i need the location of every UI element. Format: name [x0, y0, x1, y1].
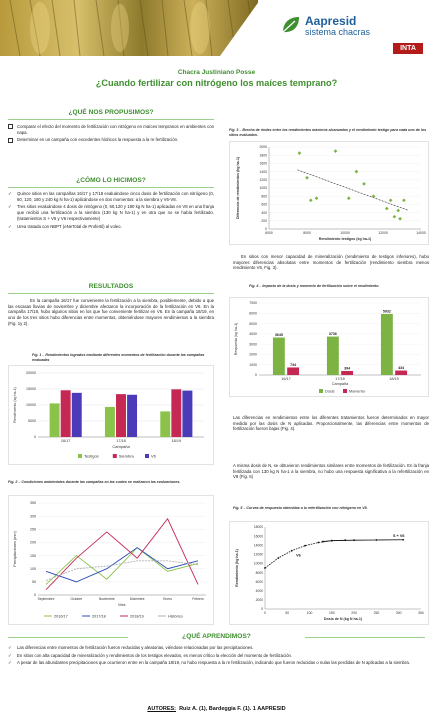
proposal-item: Determinar en un campaña con excedentes hídricos la respuesta a la re fertilización. — [8, 137, 214, 143]
bar — [50, 403, 60, 437]
y-tick-label: 1400 — [259, 169, 267, 174]
results-divider — [8, 293, 214, 294]
data-point — [376, 539, 378, 541]
legend-label: 2016/17 — [54, 614, 68, 619]
y-tick-label: 6000 — [255, 579, 263, 584]
y-tick-label: 7000 — [249, 301, 257, 306]
fig2-chart — [8, 495, 214, 625]
y-axis-label: Respuesta (kg ha-1) — [234, 322, 238, 356]
learned-divider-left — [8, 637, 128, 638]
legend-swatch — [343, 389, 347, 393]
y-tick-label: 2000 — [255, 598, 263, 603]
x-tick-label: Febrero — [192, 597, 204, 601]
x-tick-label: 50 — [285, 611, 290, 615]
authors-label: AUTORES: — [147, 706, 176, 712]
x-tick-label: 200 — [351, 611, 357, 615]
check-icon: ✓ — [8, 660, 12, 666]
square-bullet-icon — [8, 124, 13, 129]
check-icon: ✓ — [8, 645, 12, 650]
y-tick-label: 250 — [30, 527, 36, 532]
fig1-caption: Fig. 1 – Rendimientos logrados mediante diferentes momentos de fertilización durante las campañas evaluadas — [32, 353, 205, 362]
bar — [72, 393, 82, 437]
fig4-caption: Fig. 4 – Impacto de la dosis y momento de fertilización sobre el rendimiento. — [249, 284, 380, 288]
y-axis-label: Precipitaciones (mm) — [13, 531, 17, 567]
y-tick-label: 6000 — [249, 311, 257, 316]
y-tick-label: 14000 — [253, 543, 263, 548]
y-tick-label: 300 — [30, 514, 36, 519]
legend-label: Dosis — [325, 389, 335, 394]
methods-heading: ¿CÓMO LO HICIMOS? — [76, 177, 146, 184]
data-point — [331, 540, 333, 542]
series-label: V6 — [296, 553, 301, 558]
y-tick-label: 16000 — [253, 534, 263, 539]
bar — [395, 371, 407, 375]
results-paragraph: En la campaña 16/17 fue conveniente la fertilización a la siembra, posiblemente, debido a que las escasas lluvias de noviembre y diciembre afectaron la incorporación de la fertilización en V6. En la campaña 17/18, hubo algunos sitios en los que fue conveniente fertilizar en V6. En la campaña 18/19, en uno de los tres sitios hubo diferencias entre momentos, obteniéndose mayores rendimientos a la siembra (Fig. 1y 2). — [8, 298, 214, 326]
y-tick-label: 1600 — [259, 161, 267, 166]
legend-label: Momento — [349, 389, 365, 394]
x-tick-label: 0 — [264, 611, 266, 615]
x-axis-label: Mes — [118, 603, 126, 607]
check-icon: ✓ — [8, 223, 12, 229]
y-tick-label: 8000 — [255, 570, 263, 575]
bar — [116, 394, 126, 437]
aapresid-leaf-icon — [280, 14, 302, 36]
y-axis-label: Diferencia de rendimientos (kg ha-1) — [236, 156, 240, 220]
y-tick-label: 350 — [30, 501, 36, 506]
y-tick-label: 4000 — [249, 332, 257, 337]
method-item: ✓ Quince sitios en las campañas 16/17 y 17/18 evaluándose cinco dosis de fertilización con nitrógeno (0, 60, 120, 180 y 240 kg N ha-1) aplicándose en dos momentos: a la siembra y V6-V8. — [8, 191, 214, 202]
data-point — [264, 567, 266, 569]
methods-divider — [8, 187, 214, 188]
data-point — [304, 545, 306, 547]
data-label: 734 — [290, 362, 297, 367]
data-point — [291, 550, 293, 552]
x-tick-label: 16/17 — [60, 439, 71, 443]
legend-label: Testigos — [84, 453, 99, 459]
bar — [171, 389, 181, 437]
x-tick-label: 12000 — [378, 231, 388, 235]
bar — [341, 371, 353, 375]
brand-name: Aapresid — [305, 14, 357, 28]
fig1-chart — [8, 365, 214, 465]
y-tick-label: 100 — [30, 566, 36, 571]
proposals-divider — [8, 119, 214, 120]
legend-label: V6 — [151, 453, 156, 459]
series-label: S + V6 — [392, 533, 405, 538]
method-item: ✓ Tres sitios evaluándose 4 dosis de nitrógeno (0, 60,120 y 180 kg N ha-1) aplicadas en V8 en una franja que recibió una fertilización a la siembra (130 kg N ha-1) y en otra que no se había fertilizado. (tratamientos S + V6 y V6 respectivamente) — [8, 204, 214, 221]
bar — [61, 390, 71, 437]
fig3-chart — [229, 141, 429, 245]
data-point — [353, 539, 355, 541]
legend-swatch — [319, 389, 323, 393]
data-label: 434 — [398, 366, 405, 371]
y-tick-label: 150 — [30, 553, 36, 558]
results-heading: RESULTADOS — [88, 283, 134, 290]
authors-line — [0, 706, 433, 712]
learned-divider-right — [305, 637, 425, 638]
y-tick-label: 0 — [34, 435, 36, 440]
y-tick-label: 5000 — [28, 419, 36, 424]
bar — [381, 314, 393, 375]
data-point — [318, 542, 320, 544]
bar — [160, 411, 170, 437]
data-label: 3736 — [328, 332, 337, 337]
fig3-caption: Fig. 3 – Brecha de rindes entre los rendimientos máximos alcanzados y el rendimiento testigo para cada uno de los sitios evaluados. — [229, 128, 427, 137]
fig3-paragraph: En sitios con menor capacidad de mineralización (rendimiento de testigos inferiores), hubo mayores diferencias absolutas entre momentos de fertilización (rendimiento siembra menos rendimiento V6, Fig. 3). — [233, 254, 429, 271]
y-tick-label: 5000 — [249, 321, 257, 326]
check-icon: ✓ — [8, 204, 12, 210]
y-tick-label: 600 — [261, 202, 267, 207]
x-tick-label: 250 — [373, 611, 380, 615]
legend-label: 2017/18 — [92, 614, 106, 619]
y-tick-label: 0 — [34, 593, 36, 598]
y-tick-label: 200 — [261, 219, 267, 223]
fig2-caption: Fig. 2 – Condiciones ambientales durante las campañas en las cuales se realizaron las evaluaciones. — [8, 480, 181, 484]
bar — [182, 391, 192, 437]
x-tick-label: 10000 — [340, 231, 350, 235]
bar — [105, 407, 115, 437]
brand-sub: sistema chacras — [305, 27, 371, 37]
learned-item: ✓ Las diferencias entre momentos de fertilización fueron reducidas y aleatorias, viéndose relacionadas por las precipitaciones. — [8, 645, 254, 650]
x-tick-label: 14000 — [416, 231, 426, 235]
x-axis-label: Campaña — [331, 382, 349, 386]
authors-names: Ruiz A. (1), Bardeggia F. (1). 1 AAPRESID — [179, 706, 286, 712]
fig5-chart — [229, 521, 429, 625]
subtitle: Chacra Justiniano Posse — [177, 69, 256, 76]
methods-list — [8, 191, 214, 231]
data-point — [344, 539, 346, 541]
data-label: 3645 — [274, 333, 283, 338]
aapresid-logo — [280, 14, 425, 38]
legend-swatch — [113, 454, 117, 458]
legend-swatch — [78, 454, 82, 458]
x-tick-label: 18/19 — [389, 377, 399, 381]
legend-swatch — [145, 454, 149, 458]
y-tick-label: 2000 — [259, 145, 267, 150]
x-axis-label: Rendimiento testigos (kg ha-1) — [318, 237, 372, 241]
y-tick-label: 10000 — [26, 403, 36, 408]
y-tick-label: 3000 — [249, 342, 257, 347]
y-tick-label: 4000 — [255, 588, 263, 593]
learned-heading: ¿QUÉ APRENDIMOS? — [182, 633, 251, 640]
y-axis-label: Rendimiento (kg ha-1) — [235, 549, 239, 587]
y-tick-label: 0 — [261, 607, 263, 612]
y-tick-label: 1000 — [249, 362, 257, 367]
x-tick-label: Octubre — [70, 597, 83, 601]
square-bullet-icon — [8, 138, 13, 143]
bar — [327, 337, 339, 375]
y-tick-label: 400 — [261, 210, 267, 215]
x-tick-label: 300 — [395, 611, 402, 615]
x-tick-label: 8000 — [303, 231, 311, 235]
method-item: ✓ Urea tratada con NBPT (eNeTotal de Profertil) al voleo. — [8, 223, 122, 229]
y-tick-label: 0 — [255, 373, 257, 378]
proposal-item: Comparar el efecto del momento de fertilización con nitrógeno en maíces tempranos en ambientes con napa. — [8, 124, 214, 135]
x-tick-label: Noviembre — [98, 597, 115, 601]
data-point — [277, 557, 279, 559]
check-icon: ✓ — [8, 191, 12, 196]
bar — [287, 367, 299, 375]
x-tick-label: Septiembre — [37, 597, 55, 601]
y-tick-label: 1000 — [259, 186, 267, 191]
x-tick-label: 350 — [418, 611, 424, 615]
x-tick-label: 17/18 — [335, 377, 345, 381]
inta-logo: INTA — [393, 43, 423, 54]
page-title: ¿Cuando fertilizar con nitrógeno los maíces temprano? — [95, 78, 338, 88]
fig4-chart — [229, 297, 429, 397]
y-tick-label: 18000 — [253, 525, 263, 530]
legend-label: Siembra — [118, 453, 134, 459]
y-axis-label: Rendimiento (kg ha-1) — [13, 387, 17, 423]
data-point — [402, 539, 404, 541]
y-tick-label: 2000 — [249, 352, 257, 357]
bar — [273, 338, 285, 375]
y-tick-label: 20000 — [26, 371, 36, 376]
x-tick-label: 150 — [329, 611, 335, 615]
fig5-caption: Fig. 5 – Curvas de respuesta obtenidas a la refertilización con nitrógeno en V8. — [233, 506, 368, 510]
header-diagonal — [220, 0, 260, 56]
data-label: 394 — [344, 366, 351, 371]
x-tick-label: 100 — [306, 611, 313, 615]
proposals-heading: ¿QUÉ NOS PROPUSIMOS? — [68, 109, 154, 116]
x-tick-label: 16/17 — [281, 377, 291, 381]
y-tick-label: 1200 — [259, 178, 267, 182]
legend-label: Histórico — [168, 614, 183, 619]
y-tick-label: 10000 — [253, 561, 263, 566]
chart-frame — [9, 496, 214, 625]
y-tick-label: 12000 — [253, 552, 263, 557]
y-tick-label: 1800 — [259, 153, 267, 158]
x-axis-label: Campaña — [112, 444, 130, 449]
x-axis-label: Dosis de N (kg N ha-1) — [323, 617, 363, 621]
x-tick-label: Diciembre — [129, 597, 145, 601]
legend-label: 2018/19 — [130, 614, 144, 619]
x-tick-label: 17/18 — [116, 439, 126, 443]
y-tick-label: 0 — [265, 227, 267, 232]
x-tick-label: 18/19 — [171, 439, 182, 443]
check-icon: ✓ — [8, 652, 12, 658]
proposals-list — [8, 124, 214, 145]
data-label: 5932 — [382, 309, 391, 314]
learned-item: ✓ A pesar de las abundantes precipitaciones que ocurrieron entre en la campaña 18/19, no hubo respuesta a la re fertilización, indicando que fueron reducidas o nulas las perdidas de N aplicadas a la siembra. — [8, 660, 410, 666]
y-tick-label: 800 — [261, 194, 267, 199]
learned-item: ✓ En sitios con alta capacidad de mineralización y rendimientos de los testigos elevados, es menos crítico la elección del momento de fertilización. — [8, 652, 293, 658]
x-tick-label: 6000 — [265, 231, 273, 235]
fig4-paragraph-b: A misma dosis de N, se obtuvieron rendimientos similares entre momentos de fertilización. En la franja fertilizada con 130 kg N ha-1 a la siembra, no hubo una respuesta significativa a la refertilización en V8 (Fig. 5) — [233, 463, 429, 480]
y-tick-label: 15000 — [26, 387, 36, 392]
learned-list — [8, 645, 426, 668]
y-tick-label: 50 — [32, 580, 36, 585]
fig4-paragraph-a: Las diferencias en rendimientos entre los diferentes tratamientos fueron determinados en mayor medida por las dosis de N aplicadas. Proporcionalmente, las diferencias entre momentos de fertilización fueron bajas (Fig. 4). — [233, 415, 429, 432]
y-tick-label: 200 — [30, 540, 36, 545]
x-tick-label: Enero — [163, 597, 173, 601]
bar — [127, 395, 137, 437]
